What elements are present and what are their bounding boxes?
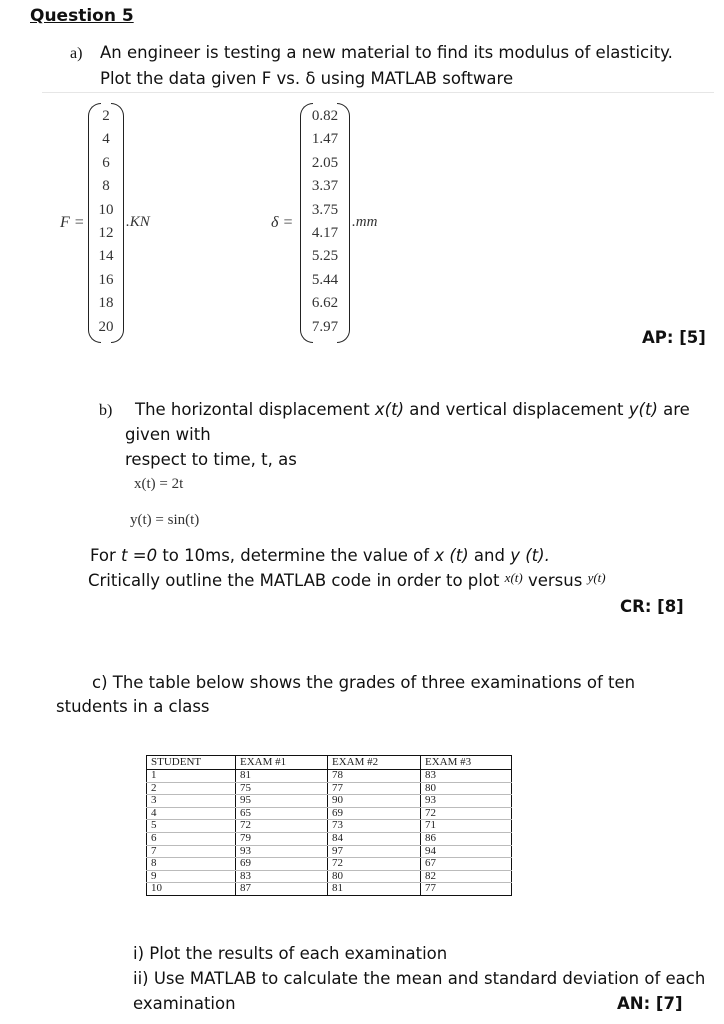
displacement-value: 3.75 bbox=[311, 201, 339, 218]
table-cell: 72 bbox=[421, 807, 512, 820]
table-row bbox=[147, 807, 512, 820]
header-student: STUDENT bbox=[147, 756, 236, 770]
part-b-marks: CR: [8] bbox=[620, 597, 684, 616]
table-row bbox=[147, 858, 512, 871]
table-cell: 10 bbox=[147, 883, 236, 896]
table-cell: 2 bbox=[147, 782, 236, 795]
header-exam-2: EXAM #2 bbox=[328, 756, 421, 770]
table-header-row bbox=[147, 756, 512, 770]
table-cell: 83 bbox=[236, 870, 328, 883]
table-cell: 93 bbox=[236, 845, 328, 858]
header-exam-1: EXAM #1 bbox=[236, 756, 328, 770]
part-a-marker: a) bbox=[70, 45, 83, 62]
table-row bbox=[147, 870, 512, 883]
table-cell: 77 bbox=[421, 883, 512, 896]
part-a-line-1: An engineer is testing a new material to find its modulus of elasticity. bbox=[100, 43, 673, 62]
force-value: 4 bbox=[102, 131, 110, 148]
table-cell: 4 bbox=[147, 807, 236, 820]
force-label: F = bbox=[60, 214, 85, 231]
table-row bbox=[147, 770, 512, 783]
y-term: y(t) bbox=[628, 400, 658, 419]
displacement-value: 4.17 bbox=[311, 225, 339, 241]
force-value: 10 bbox=[98, 201, 114, 218]
part-b-marker: b) bbox=[99, 402, 113, 419]
table-cell: 69 bbox=[236, 858, 328, 871]
table-cell: 65 bbox=[236, 807, 328, 820]
table-cell: 80 bbox=[328, 870, 421, 883]
force-value: 12 bbox=[98, 225, 114, 241]
header-exam-3: EXAM #3 bbox=[421, 756, 512, 770]
table-cell: 94 bbox=[421, 845, 512, 858]
displacement-label: δ = bbox=[271, 214, 294, 231]
table-row bbox=[147, 845, 512, 858]
equation-y: y(t) = sin(t) bbox=[130, 512, 200, 528]
divider bbox=[42, 92, 714, 93]
part-b-line-1: The horizontal displacement x(t) and vertical displacement y(t) are bbox=[135, 400, 690, 419]
force-value: 8 bbox=[102, 178, 110, 195]
table-cell: 78 bbox=[328, 770, 421, 783]
force-value: 18 bbox=[98, 295, 114, 312]
table-cell: 87 bbox=[236, 883, 328, 896]
part-b-line-2: given with bbox=[125, 425, 211, 444]
table-cell: 72 bbox=[328, 858, 421, 871]
task-1: i) Plot the results of each examination bbox=[133, 944, 448, 963]
table-cell: 72 bbox=[236, 820, 328, 833]
part-b-line-3: respect to time, t, as bbox=[125, 450, 297, 469]
table-cell: 9 bbox=[147, 870, 236, 883]
force-value: 2 bbox=[102, 108, 110, 124]
task-3: examination bbox=[133, 994, 236, 1013]
part-a-marks: AP: [5] bbox=[642, 328, 706, 347]
force-value: 6 bbox=[102, 154, 110, 171]
displacement-value: 5.44 bbox=[311, 271, 339, 288]
table-cell: 95 bbox=[236, 795, 328, 808]
part-c-line-2: students in a class bbox=[56, 697, 210, 716]
table-cell: 7 bbox=[147, 845, 236, 858]
displacement-matrix bbox=[300, 103, 350, 343]
table-cell: 77 bbox=[328, 782, 421, 795]
table-cell: 82 bbox=[421, 870, 512, 883]
displacement-value: 0.82 bbox=[311, 108, 339, 124]
force-unit: .KN bbox=[126, 214, 150, 230]
table-cell: 67 bbox=[421, 858, 512, 871]
table-cell: 71 bbox=[421, 820, 512, 833]
table-row bbox=[147, 883, 512, 896]
table-cell: 5 bbox=[147, 820, 236, 833]
equation-x: x(t) = 2t bbox=[134, 476, 184, 492]
table-cell: 69 bbox=[328, 807, 421, 820]
table-row bbox=[147, 832, 512, 845]
question-title: Question 5 bbox=[30, 6, 134, 26]
table-cell: 1 bbox=[147, 770, 236, 783]
table-cell: 93 bbox=[421, 795, 512, 808]
table-cell: 3 bbox=[147, 795, 236, 808]
displacement-value: 1.47 bbox=[311, 131, 339, 148]
force-value: 20 bbox=[98, 318, 114, 335]
displacement-unit: .mm bbox=[352, 214, 378, 230]
table-row bbox=[147, 782, 512, 795]
table-cell: 90 bbox=[328, 795, 421, 808]
force-value: 16 bbox=[98, 271, 114, 288]
plot-y-term: y(t) bbox=[587, 570, 606, 585]
table-cell: 79 bbox=[236, 832, 328, 845]
table-cell: 73 bbox=[328, 820, 421, 833]
table-cell: 8 bbox=[147, 858, 236, 871]
part-b-line-4: For t =0 to 10ms, determine the value of x (t) and y (t). bbox=[90, 546, 550, 565]
force-matrix bbox=[88, 103, 124, 343]
table-cell: 83 bbox=[421, 770, 512, 783]
displacement-value: 3.37 bbox=[311, 178, 339, 195]
displacement-value: 5.25 bbox=[311, 248, 339, 265]
table-cell: 86 bbox=[421, 832, 512, 845]
grades-table bbox=[146, 755, 512, 896]
displacement-value: 2.05 bbox=[311, 154, 339, 171]
table-cell: 84 bbox=[328, 832, 421, 845]
x-term: x(t) bbox=[374, 400, 405, 419]
task-2: ii) Use MATLAB to calculate the mean and standard deviation of each bbox=[133, 969, 706, 988]
table-cell: 81 bbox=[328, 883, 421, 896]
table-row bbox=[147, 795, 512, 808]
table-cell: 97 bbox=[328, 845, 421, 858]
table-row bbox=[147, 820, 512, 833]
table-cell: 75 bbox=[236, 782, 328, 795]
plot-x-term: x(t) bbox=[504, 570, 523, 585]
table-cell: 6 bbox=[147, 832, 236, 845]
part-c-line-1: c) The table below shows the grades of three examinations of ten bbox=[92, 673, 636, 692]
part-c-marks: AN: [7] bbox=[617, 994, 683, 1013]
part-a-line-2: Plot the data given F vs. δ using MATLAB software bbox=[100, 69, 514, 88]
force-value: 14 bbox=[98, 248, 114, 265]
displacement-value: 7.97 bbox=[311, 318, 339, 335]
table-cell: 81 bbox=[236, 770, 328, 783]
part-b-line-5: Critically outline the MATLAB code in order to plot $^{x(t)}$ versus $^{y(t)}$ bbox=[88, 570, 606, 590]
table-cell: 80 bbox=[421, 782, 512, 795]
displacement-value: 6.62 bbox=[311, 295, 339, 312]
